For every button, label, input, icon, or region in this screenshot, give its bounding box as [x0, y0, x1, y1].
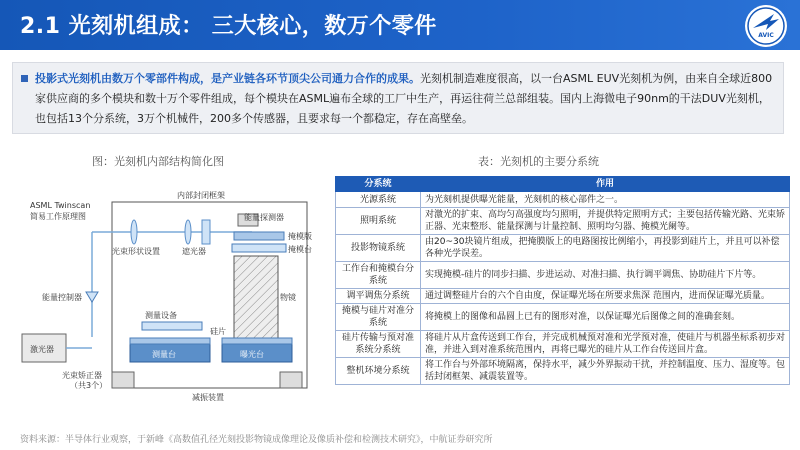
lithography-diagram: [12, 172, 312, 434]
source-note: 资料来源：半导体行业观察，于新峰《高数值孔径光刻投影物镜成像理论及像质补偿和检测技术研究》，中航证券研究所: [20, 435, 493, 445]
diagram-model-label: ASML Twinscan: [30, 201, 91, 210]
diagram-measure-device-label: 测量设备: [145, 311, 177, 320]
table-row: [336, 235, 790, 262]
subsystem-desc: 实现掩模-硅片的同步扫描、步进运动、对准扫描、执行调平调焦、协助硅片下片等。: [421, 262, 790, 289]
bullet-square-icon: [21, 75, 28, 82]
diagram-exposure-stage-label: 曝光台: [240, 350, 264, 359]
diagram-frame-label: 内部封闭框架: [177, 191, 225, 200]
table-row: [336, 262, 790, 289]
table-caption: 表：光刻机的主要分系统: [478, 155, 599, 168]
logo-text: AVIC: [758, 32, 774, 39]
diagram-energy-detector-label: 能量探测器: [244, 213, 284, 222]
diagram-mask-stage-label: 掩模台: [288, 245, 312, 254]
subsystem-name: 投影物镜系统: [336, 235, 421, 262]
header-bar: [0, 0, 800, 50]
figure-caption: 图：光刻机内部结构简化图: [92, 155, 224, 168]
subsystem-name: 光源系统: [336, 192, 421, 208]
table-row: [336, 331, 790, 358]
diagram-model-sub: 简易工作原理图: [30, 212, 86, 221]
diagram-energy-controller-label: 能量控制器: [42, 293, 82, 302]
table-row: [336, 192, 790, 208]
table-row: [336, 358, 790, 385]
subsystem-name: 调平调焦分系统: [336, 289, 421, 304]
diagram-mask-label: 掩模版: [288, 232, 312, 241]
subsystem-name: 硅片传输与预对准系统分系统: [336, 331, 421, 358]
diagram-laser-label: 激光器: [30, 345, 54, 354]
table-header-function: 作用: [421, 177, 790, 192]
page-title: 2.1 光刻机组成： 三大核心，数万个零件: [20, 14, 437, 39]
table-header-subsystem: 分系统: [336, 177, 421, 192]
company-logo: [744, 4, 788, 48]
diagram-wafer-label: 硅片: [210, 327, 226, 336]
subsystem-desc: 对激光的扩束、高均匀高强度均匀照明，并提供特定照明方式；主要包括传输光路、光束矫正器、光束整形、能量探测与计量控制、照明均匀器、掩模光阑等。: [421, 208, 790, 235]
diagram-shaper-label: 光束形状设置: [112, 247, 160, 256]
subsystem-name: 掩模与硅片对准分系统: [336, 304, 421, 331]
diagram-corrector-sub: （共3个）: [70, 381, 108, 390]
diagram-measure-stage-label: 测量台: [152, 350, 176, 359]
table-row: [336, 208, 790, 235]
subsystem-desc: 将掩模上的图像和晶圆上已有的图形对准，以保证曝光后图像之间的准确套刻。: [421, 304, 790, 331]
subsystem-name: 照明系统: [336, 208, 421, 235]
subsystem-name: 整机环境分系统: [336, 358, 421, 385]
diagram-corrector-label: 光束矫正器: [62, 371, 102, 380]
subsystem-desc: 将工作台与外部环境隔离，保持水平，减少外界振动干扰，并控制温度、压力、湿度等。包括封闭框架、减震装置等。: [421, 358, 790, 385]
subsystem-desc: 将硅片从片盒传送到工作台，并完成机械预对准和光学预对准，使硅片与机器坐标系初步对准，并进入到对准系统范围内，再将已曝光的硅片从工作台传送回片盒。: [421, 331, 790, 358]
subsystem-desc: 通过调整硅片台的六个自由度，保证曝光场在所要求焦深 范围内，进而保证曝光质量。: [421, 289, 790, 304]
diagram-shutter-label: 遮光器: [182, 247, 206, 256]
intro-lead: 投影式光刻机由数万个零部件构成，是产业链各环节顶尖公司通力合作的成果。: [35, 72, 420, 85]
table-row: [336, 289, 790, 304]
diagram-damper-label: 减振装置: [192, 393, 224, 402]
intro-box: [12, 62, 784, 134]
subsystem-desc: 为光刻机提供曝光能量，光刻机的核心部件之一。: [421, 192, 790, 208]
table-row: [336, 304, 790, 331]
intro-body: 光刻机制造难度很高，以一台ASML EUV光刻机为例，由来自全球近800家供应商的多个模块和数十万个零件组成，每个模块在ASML遍布全球的工厂中生产，再运往荷兰总部组装。国内上海微电子90nm的干法DUV光刻机，也包括13个分系统，3万个机械件，200多个传感器，且要求每一个都稳定，存在高壁垒。: [35, 72, 773, 125]
subsystem-desc: 由20~30块镜片组成，把掩膜版上的电路图按比例缩小，再投影到硅片上，并且可以补偿各种光学误差。: [421, 235, 790, 262]
diagram-objective-label: 物镜: [280, 293, 296, 302]
subsystem-name: 工作台和掩模台分系统: [336, 262, 421, 289]
subsystem-table: [335, 176, 790, 385]
